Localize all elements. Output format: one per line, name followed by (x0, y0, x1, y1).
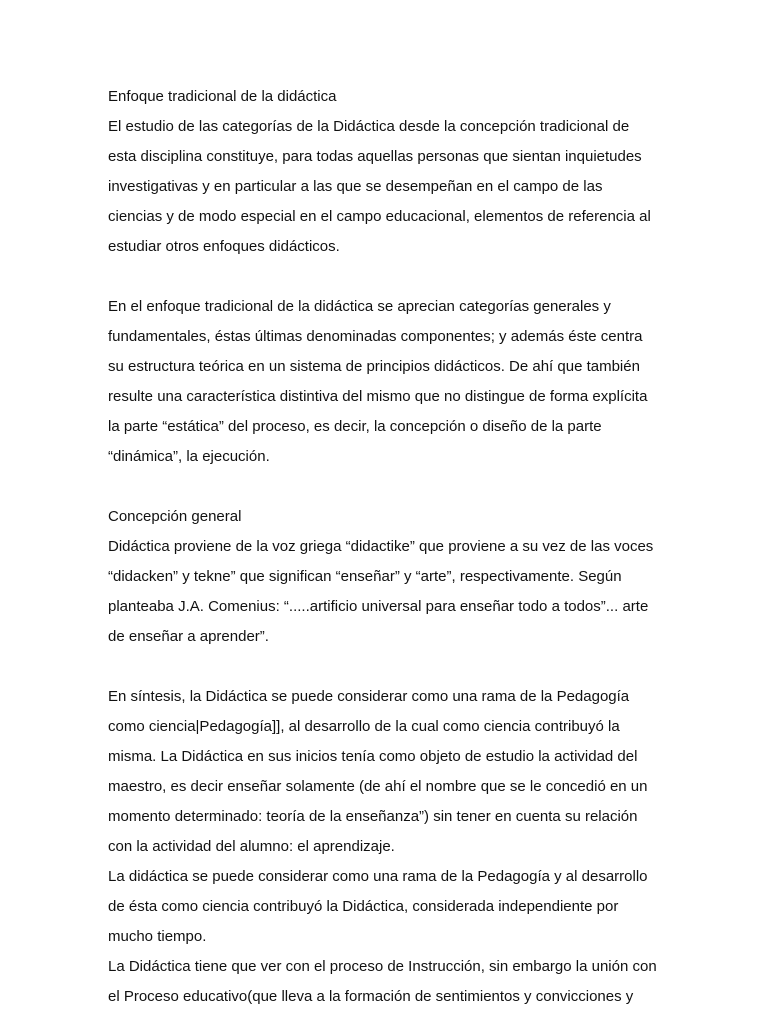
text-line: su estructura teórica en un sistema de principios didácticos. De ahí que también (108, 358, 640, 375)
text-line: esta disciplina constituye, para todas aquellas personas que sientan inquietudes (108, 148, 642, 165)
text-line: Enfoque tradicional de la didáctica (108, 88, 337, 105)
text-line: con la actividad del alumno: el aprendizaje. (108, 838, 395, 855)
paragraph-spacer (108, 472, 728, 502)
text-line: En el enfoque tradicional de la didáctica se aprecian categorías generales y (108, 298, 611, 315)
document-page (108, 82, 728, 1012)
paragraph (108, 682, 728, 1012)
text-line: Concepción general (108, 508, 242, 525)
text-line: El estudio de las categorías de la Didáctica desde la concepción tradicional de (108, 118, 630, 135)
text-line: la parte “estática” del proceso, es decir, la concepción o diseño de la parte (108, 418, 602, 435)
text-line: resulte una característica distintiva del mismo que no distingue de forma explícita (108, 388, 648, 405)
text-line: fundamentales, éstas últimas denominadas componentes; y además éste centra (108, 328, 643, 345)
text-line: de ésta como ciencia contribuyó la Didáctica, considerada independiente por (108, 898, 619, 915)
text-line: el Proceso educativo(que lleva a la formación de sentimientos y convicciones y (108, 988, 634, 1005)
paragraph (108, 502, 728, 652)
text-line: maestro, es decir enseñar solamente (de ahí el nombre que se le concedió en un (108, 778, 648, 795)
text-line: mucho tiempo. (108, 928, 207, 945)
text-line: misma. La Didáctica en sus inicios tenía como objeto de estudio la actividad del (108, 748, 638, 765)
text-line: planteaba J.A. Comenius: “.....artificio universal para enseñar todo a todos”... arte (108, 598, 649, 615)
text-line: como ciencia|Pedagogía]], al desarrollo de la cual como ciencia contribuyó la (108, 718, 620, 735)
text-line: “didacken” y tekne” que significan “enseñar” y “arte”, respectivamente. Según (108, 568, 622, 585)
text-line: En síntesis, la Didáctica se puede considerar como una rama de la Pedagogía (108, 688, 630, 705)
paragraph (108, 292, 728, 472)
text-line: La didáctica se puede considerar como una rama de la Pedagogía y al desarrollo (108, 868, 648, 885)
text-line: Didáctica proviene de la voz griega “didactike” que proviene a su vez de las voces (108, 538, 654, 555)
paragraph-spacer (108, 652, 728, 682)
paragraph-spacer (108, 262, 728, 292)
text-line: momento determinado: teoría de la enseñanza”) sin tener en cuenta su relación (108, 808, 638, 825)
paragraph (108, 82, 728, 262)
text-line: de enseñar a aprender”. (108, 628, 269, 645)
text-line: estudiar otros enfoques didácticos. (108, 238, 340, 255)
text-line: “dinámica”, la ejecución. (108, 448, 270, 465)
text-line: ciencias y de modo especial en el campo educacional, elementos de referencia al (108, 208, 651, 225)
text-line: investigativas y en particular a las que se desempeñan en el campo de las (108, 178, 603, 195)
text-line: La Didáctica tiene que ver con el proceso de Instrucción, sin embargo la unión con (108, 958, 657, 975)
